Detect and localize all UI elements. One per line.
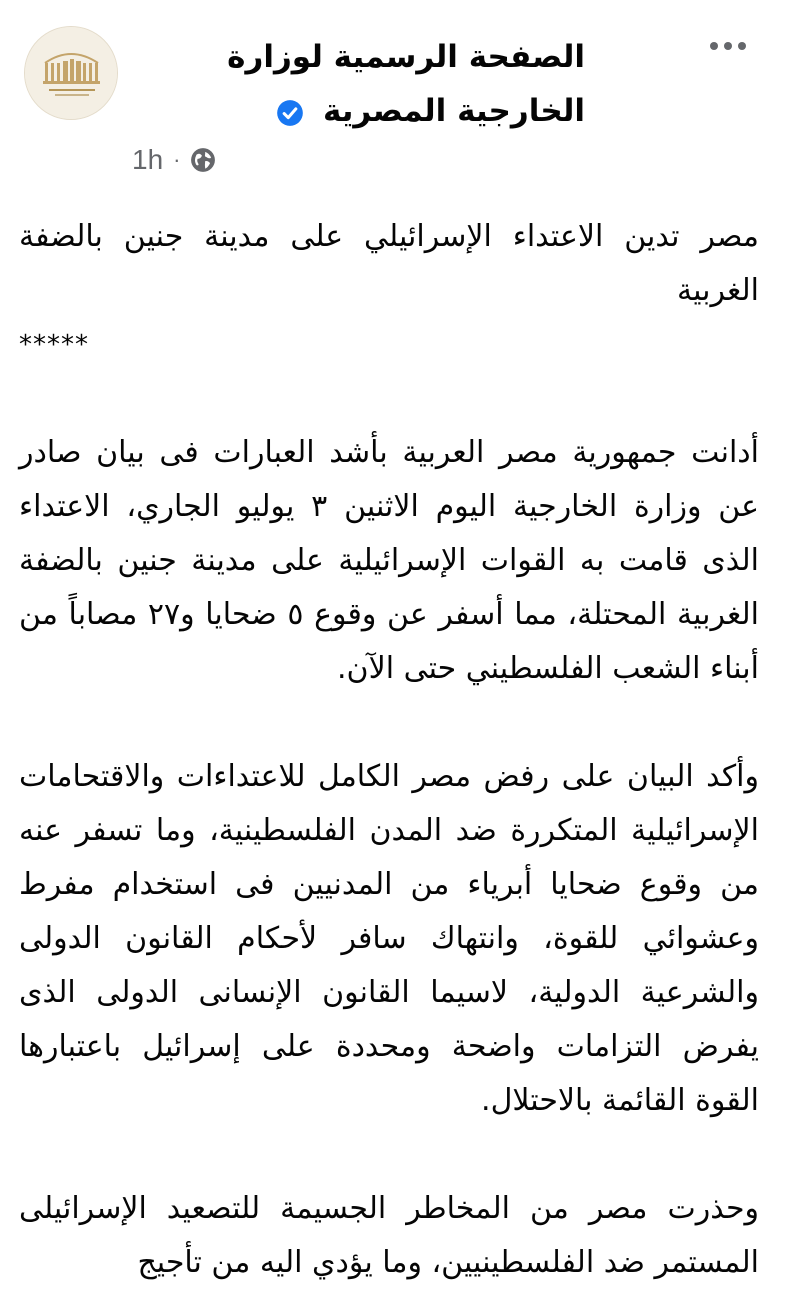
- post-headline: مصر تدين الاعتداء الإسرائيلي على مدينة جنين بالضفة الغربية: [19, 219, 759, 308]
- more-options-icon-dot: [724, 42, 732, 50]
- meta-separator: ·: [173, 147, 181, 172]
- more-options-icon: [710, 42, 718, 50]
- page-avatar[interactable]: [24, 26, 118, 120]
- ministry-logo-icon: [25, 27, 117, 119]
- text-separator: *****: [19, 330, 89, 360]
- more-options-button[interactable]: [700, 26, 756, 66]
- page-name[interactable]: [125, 30, 585, 138]
- post-paragraph-1: أدانت جمهورية مصر العربية بأشد العبارات فى بيان صادر عن وزارة الخارجية اليوم الاثنين ٣ يوليو الجاري، الاعتداء الذى قامت به القوات الإسرائيلية على مدينة جنين بالضفة الغربية المحتلة، مما أسفر عن وقوع ٥ ضحايا و٢٧ مصاباً من أبناء الشعب الفلسطيني حتى الآن.: [19, 435, 760, 686]
- paragraph-gap: [19, 1128, 759, 1182]
- post-meta: [132, 140, 216, 180]
- more-options-icon-dot: [738, 42, 746, 50]
- post-paragraph-2: وأكد البيان على رفض مصر الكامل للاعتداءات والاقتحامات الإسرائيلية المتكررة ضد المدن الفلسطينية، وما تسفر عنه من وقوع ضحايا أبرياء من المدنيين فى استخدام مفرط وعشوائي للقوة، وانتهاك سافر لأحكام القانون الدولى والشرعية الدولية، لاسيما القانون الإنسانى الدولى الذى يفرض التزامات واضحة ومحددة على إسرائيل باعتبارها القوة القائمة بالاحتلال.: [19, 759, 759, 1118]
- paragraph-gap: [19, 696, 759, 750]
- page-name-text[interactable]: الصفحة الرسمية لوزارة الخارجية المصرية: [227, 39, 585, 129]
- post-time[interactable]: 1h: [132, 144, 164, 175]
- post-body: [19, 210, 759, 1290]
- verified-badge-icon: [276, 99, 304, 127]
- post-paragraph-3: وحذرت مصر من المخاطر الجسيمة للتصعيد الإسرائيلى المستمر ضد الفلسطينيين، وما يؤدي اليه من تأجيج: [19, 1191, 759, 1280]
- globe-icon[interactable]: [190, 147, 216, 173]
- paragraph-gap: [19, 372, 759, 426]
- post-header: [0, 0, 785, 200]
